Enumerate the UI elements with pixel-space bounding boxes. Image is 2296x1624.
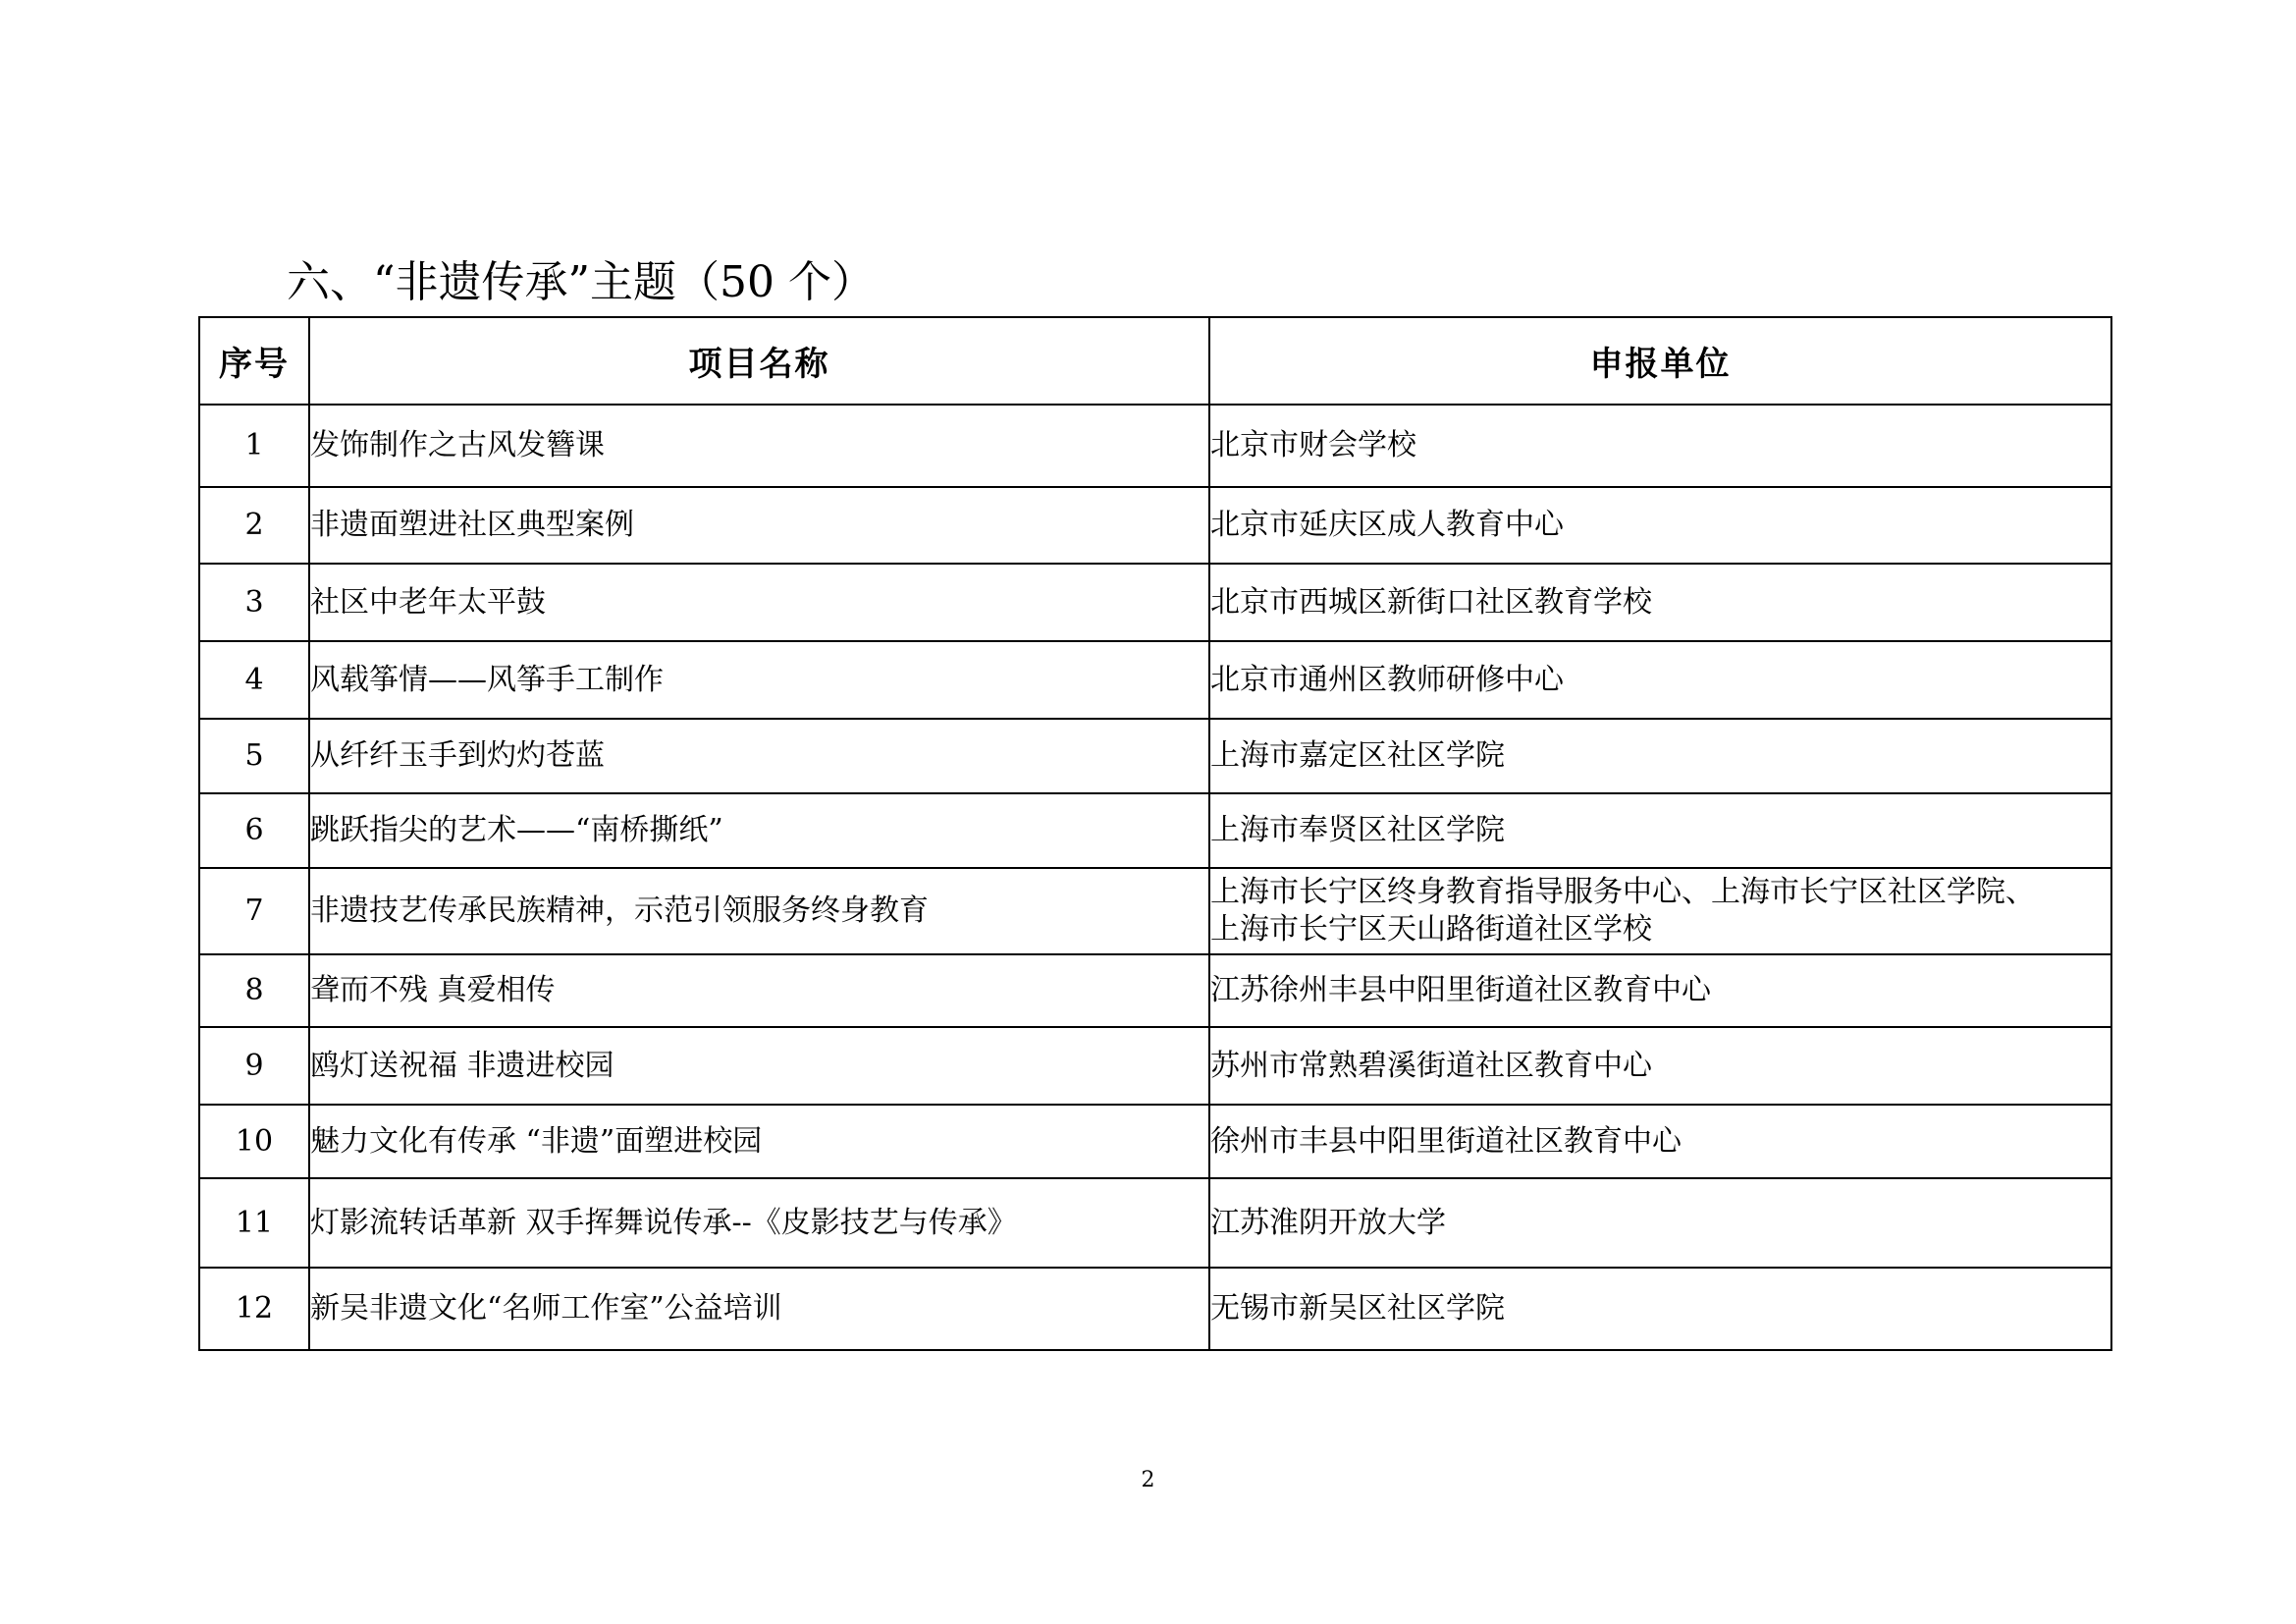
table-row xyxy=(199,868,2111,954)
row-applicant-unit: 北京市通州区教师研修中心 xyxy=(1209,641,2111,719)
table-row xyxy=(199,793,2111,868)
row-applicant-unit: 苏州市常熟碧溪街道社区教育中心 xyxy=(1209,1027,2111,1105)
header-project-name: 项目名称 xyxy=(309,317,1209,405)
row-project-name: 从纤纤玉手到灼灼苍蓝 xyxy=(309,719,1209,793)
row-project-name: 跳跃指尖的艺术——“南桥撕纸” xyxy=(309,793,1209,868)
row-project-name: 聋而不残 真爱相传 xyxy=(309,954,1209,1027)
header-index: 序号 xyxy=(199,317,309,405)
projects-table xyxy=(198,316,2112,1351)
row-applicant-unit: 江苏淮阴开放大学 xyxy=(1209,1178,2111,1268)
row-project-name: 风载筝情——风筝手工制作 xyxy=(309,641,1209,719)
row-index: 5 xyxy=(199,719,309,793)
row-index: 2 xyxy=(199,487,309,564)
row-applicant-unit-line2: 上海市长宁区天山路街道社区学校 xyxy=(1210,912,1652,947)
row-applicant-unit: 江苏徐州丰县中阳里街道社区教育中心 xyxy=(1209,954,2111,1027)
row-project-name: 鸥灯送祝福 非遗进校园 xyxy=(309,1027,1209,1105)
page-number: 2 xyxy=(1141,1468,1155,1492)
table-row xyxy=(199,1027,2111,1105)
row-index: 9 xyxy=(199,1027,309,1105)
row-applicant-unit-line1: 上海市长宁区终身教育指导服务中心、上海市长宁区社区学院、 xyxy=(1210,875,2035,909)
table-row xyxy=(199,1268,2111,1350)
table-row xyxy=(199,641,2111,719)
row-index: 11 xyxy=(199,1178,309,1268)
row-project-name: 社区中老年太平鼓 xyxy=(309,564,1209,641)
table-row xyxy=(199,719,2111,793)
row-index: 1 xyxy=(199,405,309,487)
row-applicant-unit: 无锡市新吴区社区学院 xyxy=(1209,1268,2111,1350)
table-row xyxy=(199,1178,2111,1268)
row-index: 6 xyxy=(199,793,309,868)
row-project-name: 非遗面塑进社区典型案例 xyxy=(309,487,1209,564)
row-index: 7 xyxy=(199,868,309,954)
row-applicant-unit: 北京市延庆区成人教育中心 xyxy=(1209,487,2111,564)
table-row xyxy=(199,405,2111,487)
row-project-name: 魅力文化有传承 “非遗”面塑进校园 xyxy=(309,1105,1209,1178)
row-index: 3 xyxy=(199,564,309,641)
row-index: 4 xyxy=(199,641,309,719)
row-project-name: 发饰制作之古风发簪课 xyxy=(309,405,1209,487)
table-header-row xyxy=(199,317,2111,405)
row-project-name: 灯影流转话革新 双手挥舞说传承--《皮影技艺与传承》 xyxy=(309,1178,1209,1268)
row-project-name: 新吴非遗文化“名师工作室”公益培训 xyxy=(309,1268,1209,1350)
row-applicant-unit: 徐州市丰县中阳里街道社区教育中心 xyxy=(1209,1105,2111,1178)
section-title: 六、“非遗传承”主题（50 个） xyxy=(287,257,875,307)
row-index: 10 xyxy=(199,1105,309,1178)
table-row xyxy=(199,954,2111,1027)
row-applicant-unit: 上海市奉贤区社区学院 xyxy=(1209,793,2111,868)
row-applicant-unit: 北京市财会学校 xyxy=(1209,405,2111,487)
row-applicant-unit: 上海市嘉定区社区学院 xyxy=(1209,719,2111,793)
row-index: 12 xyxy=(199,1268,309,1350)
row-applicant-unit: 北京市西城区新街口社区教育学校 xyxy=(1209,564,2111,641)
table-row xyxy=(199,487,2111,564)
row-applicant-unit-multiline xyxy=(1209,868,2111,954)
table-row xyxy=(199,564,2111,641)
row-index: 8 xyxy=(199,954,309,1027)
row-project-name: 非遗技艺传承民族精神，示范引领服务终身教育 xyxy=(309,868,1209,954)
header-applicant-unit: 申报单位 xyxy=(1209,317,2111,405)
table-row xyxy=(199,1105,2111,1178)
